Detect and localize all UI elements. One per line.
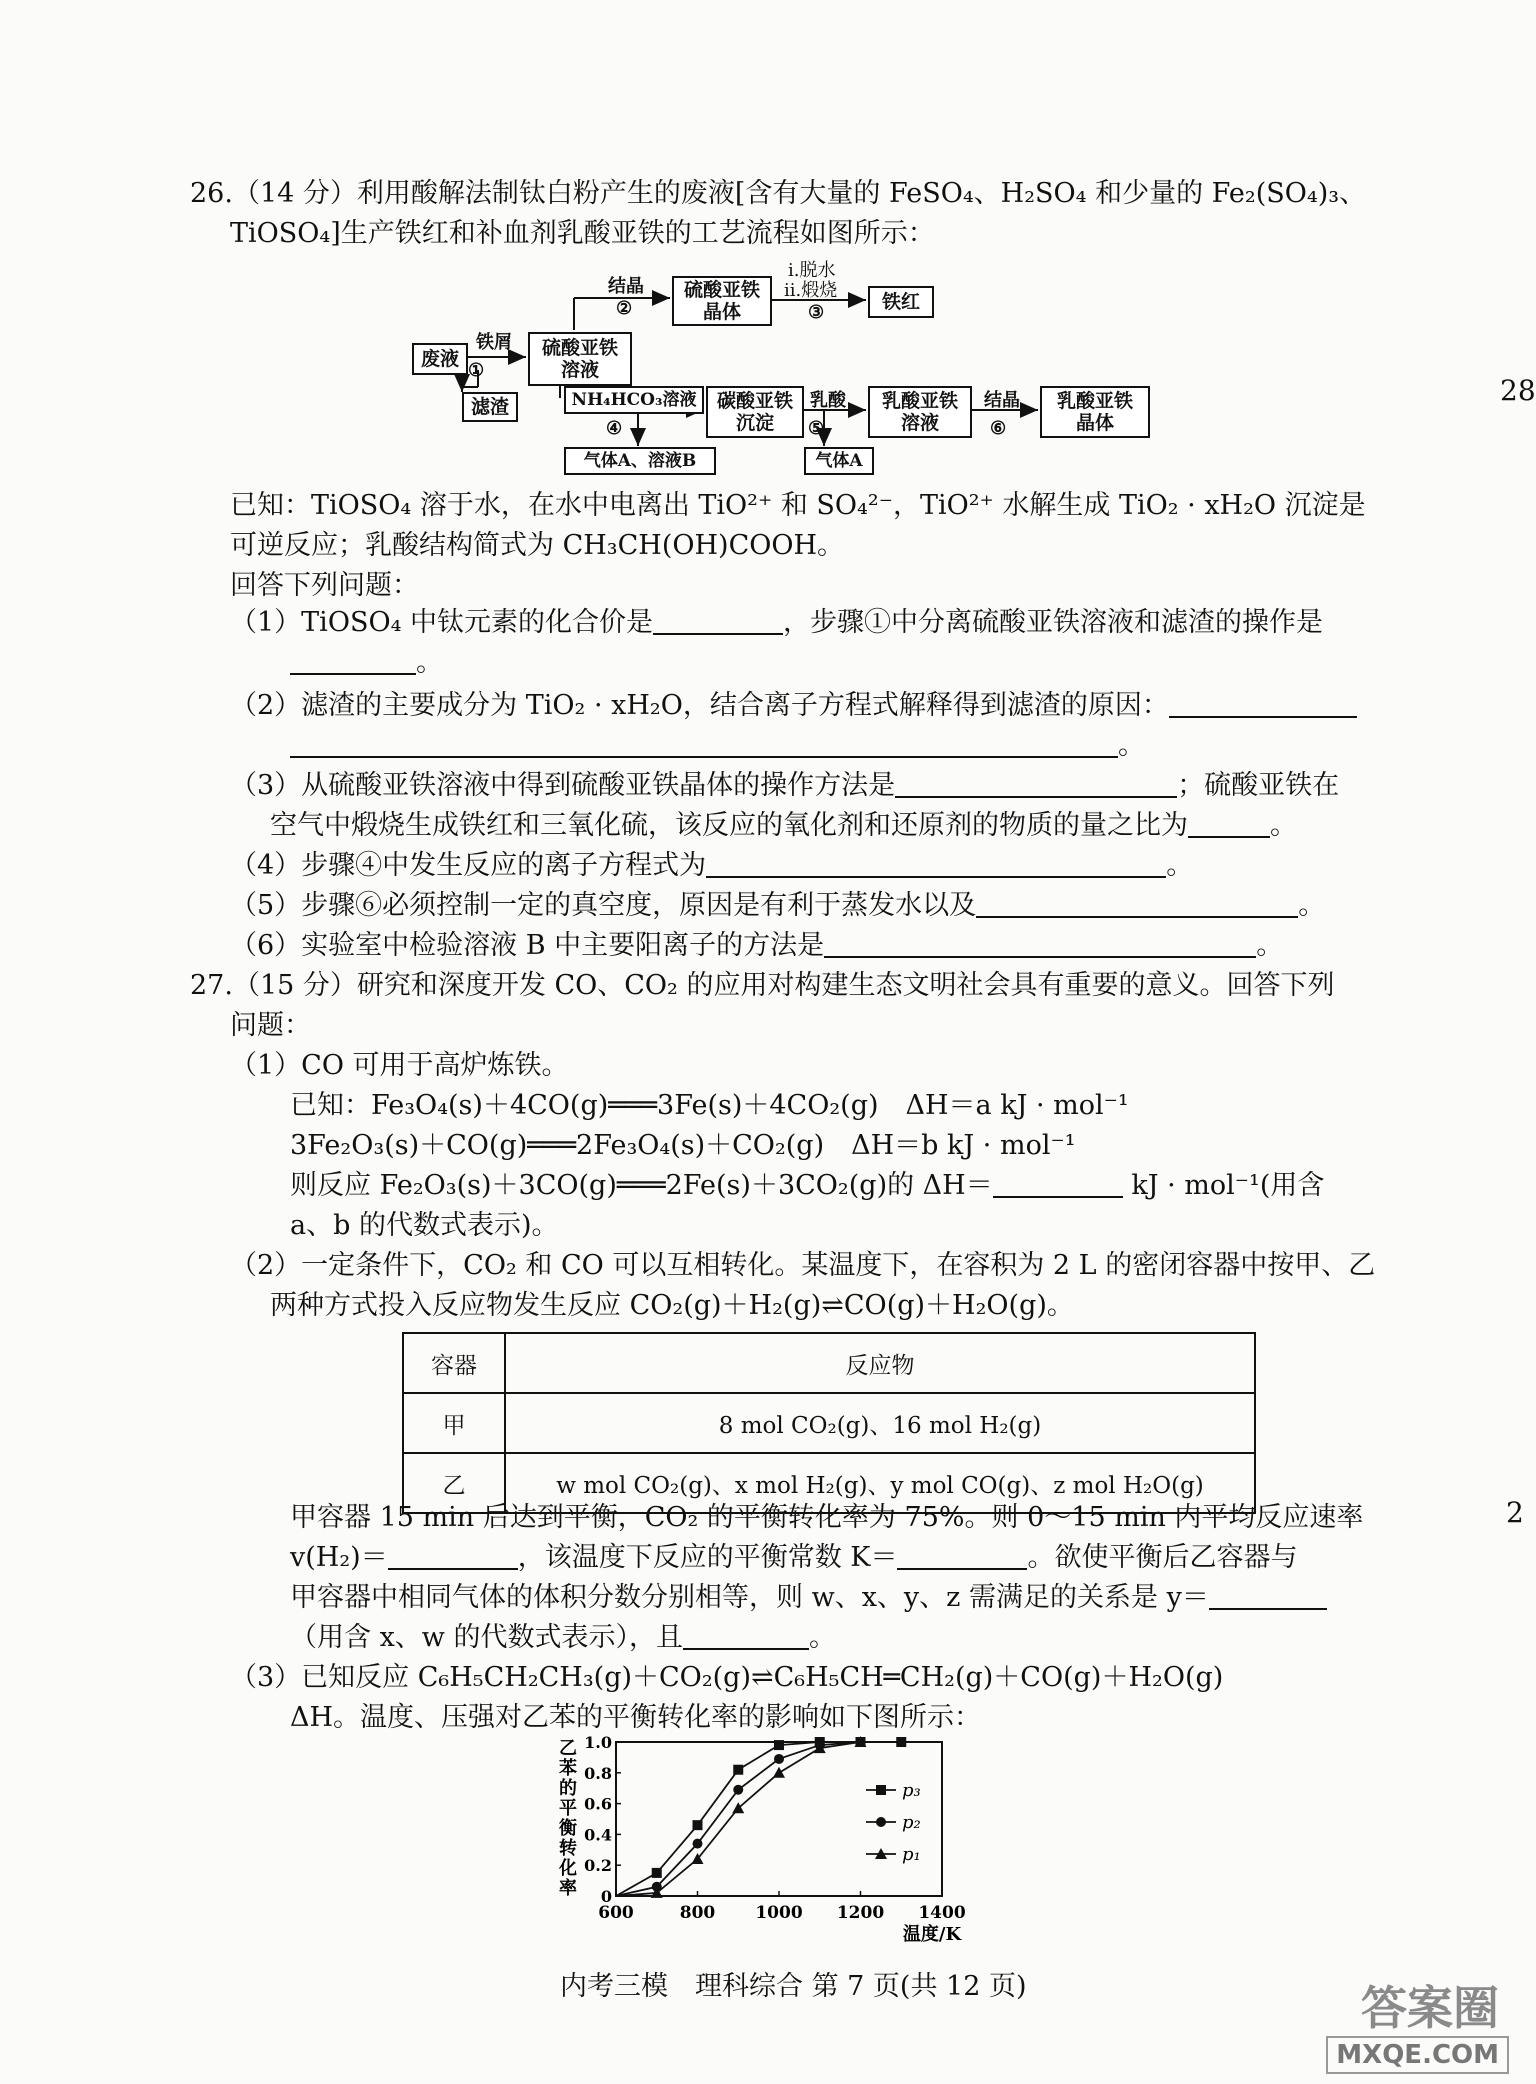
reactant-table — [402, 1332, 1256, 1514]
y-axis-label-char: 化 — [559, 1858, 577, 1879]
table-header-cell: 容器 — [403, 1333, 505, 1393]
lactic-acid-label: 乳酸 — [810, 390, 846, 411]
q26-part2-cont — [290, 728, 1145, 764]
legend-label: p₃ — [902, 1780, 921, 1801]
y-tick-label: 0.4 — [584, 1825, 612, 1845]
table-row — [403, 1393, 1255, 1453]
watermark-url: MXQE.COM — [1326, 2036, 1509, 2074]
gas-a-box: 气体A — [804, 447, 874, 475]
q27-text2-b: ，该温度下反应的平衡常数 K＝ — [517, 1542, 898, 1573]
answer-blank[interactable] — [290, 730, 1118, 758]
answer-blank[interactable] — [706, 850, 1166, 878]
ferrous-carbonate-box: 碳酸亚铁 沉淀 — [706, 386, 804, 438]
y-axis-label-char: 乙 — [559, 1738, 577, 1759]
y-tick-label: 1.0 — [584, 1733, 612, 1752]
q27-eq3-cont: a、b 的代数式表示)。 — [290, 1210, 559, 1241]
legend-label: p₂ — [902, 1812, 921, 1833]
q26-part1-text-a: （1）TiOSO₄ 中钛元素的化合价是 — [230, 607, 653, 638]
q27-text4-end: 。 — [809, 1622, 837, 1653]
dehydrate-label: i.脱水 — [788, 260, 836, 281]
q26-part3-cont — [270, 808, 1297, 844]
x-tick-label: 800 — [679, 1903, 716, 1923]
q26-line2: TiOSO₄]生产铁红和补血剂乳酸亚铁的工艺流程如图所示： — [230, 218, 935, 249]
calcine-label: ii.煅烧 — [784, 280, 838, 301]
residue-box: 滤渣 — [462, 392, 518, 422]
x-tick-label: 600 — [598, 1903, 634, 1923]
waste-liquid-box: 废液 — [412, 343, 468, 375]
legend-marker — [876, 1817, 886, 1827]
q27-eq1: 已知：Fe₃O₄(s)＋4CO(g)═══3Fe(s)＋4CO₂(g) ΔH＝a kJ · mol⁻¹ — [290, 1090, 1129, 1121]
q26-part3-text-c: 空气中煅烧生成铁红和三氧化硫，该反应的氧化剂和还原剂的物质的量之比为 — [270, 810, 1188, 841]
q26-part5-end: 。 — [1298, 890, 1326, 921]
x-tick-label: 1000 — [755, 1903, 803, 1923]
data-point — [774, 1754, 784, 1764]
q26-part2 — [230, 688, 1357, 724]
answer-blank[interactable] — [993, 1170, 1123, 1198]
q26-part1-cont — [290, 645, 443, 681]
y-axis-label-char: 苯 — [559, 1758, 577, 1779]
q26-known-line1: 已知：TiOSO₄ 溶于水，在水中电离出 TiO²⁺ 和 SO₄²⁻，TiO²⁺ 水解生成 TiO₂ · xH₂O 沉淀是 — [230, 490, 1366, 521]
q27-text4-a: （用含 x、w 的代数式表示），且 — [290, 1622, 684, 1653]
table-cell: 8 mol CO₂(g)、16 mol H₂(g) — [505, 1393, 1255, 1453]
q27-part1: （1）CO 可用于高炉炼铁。 — [230, 1050, 569, 1081]
iron-scrap-label: 铁屑 — [476, 332, 512, 353]
answer-blank[interactable] — [388, 1542, 518, 1570]
q26-part1 — [230, 605, 1323, 641]
q26-part6-text: （6）实验室中检验溶液 B 中主要阳离子的方法是 — [230, 930, 825, 961]
ferrous-lactate-solution-box: 乳酸亚铁 溶液 — [868, 386, 972, 438]
q26-part2-end: 。 — [1118, 730, 1145, 761]
q26-part3-text-a: （3）从硫酸亚铁溶液中得到硫酸亚铁晶体的操作方法是 — [230, 770, 896, 801]
q27-text4 — [290, 1620, 836, 1656]
table-header-row — [403, 1333, 1255, 1393]
data-point — [896, 1737, 906, 1747]
plot-frame — [616, 1742, 942, 1896]
legend-marker — [876, 1785, 886, 1795]
q27-line1: 27.（15 分）研究和深度开发 CO、CO₂ 的应用对构建生态文明社会具有重要的意义。回答下列 — [190, 970, 1335, 1001]
table-cell: 乙 — [403, 1453, 505, 1513]
q27-text1: 甲容器 15 min 后达到平衡，CO₂ 的平衡转化率为 75%。则 0～15 min 内平均反应速率 — [290, 1502, 1364, 1533]
q26-answer-prompt: 回答下列问题： — [230, 570, 419, 601]
q27-text2-a: v(H₂)＝ — [290, 1542, 388, 1573]
q26-part5-text: （5）步骤⑥必须控制一定的真空度，原因是有利于蒸发水以及 — [230, 890, 977, 921]
answer-blank[interactable] — [653, 607, 783, 635]
side-number-top: 28 — [1500, 374, 1536, 407]
q26-part3-end: 。 — [1270, 810, 1297, 841]
answer-blank[interactable] — [895, 770, 1177, 798]
answer-blank[interactable] — [290, 647, 416, 675]
data-point — [693, 1839, 703, 1849]
watermark-logo: 答案圈 — [1361, 1981, 1499, 2035]
answer-blank[interactable] — [824, 930, 1256, 958]
y-axis-label-char: 平 — [559, 1798, 577, 1819]
data-point — [733, 1765, 743, 1775]
answer-blank[interactable] — [1209, 1582, 1327, 1610]
data-point — [693, 1820, 703, 1830]
q26-part3-text-b: ；硫酸亚铁在 — [1177, 770, 1340, 801]
nh4hco3-solution-label: NH₄HCO₃溶液 — [564, 386, 704, 414]
y-tick-label: 0.2 — [584, 1856, 612, 1876]
q27-text2 — [290, 1540, 1297, 1576]
q26-part4-end: 。 — [1166, 850, 1194, 881]
q27-text3-a: 甲容器中相同气体的体积分数分别相等，则 w、x、y、z 需满足的关系是 y＝ — [290, 1582, 1209, 1613]
table-header-cell: 反应物 — [505, 1333, 1255, 1393]
data-point — [733, 1785, 743, 1795]
data-point — [773, 1767, 785, 1778]
data-point — [652, 1868, 662, 1878]
table-cell: 甲 — [403, 1393, 505, 1453]
x-tick-label: 1200 — [836, 1903, 885, 1923]
crystallize-label: 结晶 — [608, 276, 644, 297]
q26-known-line2: 可逆反应；乳酸结构简式为 CH₃CH(OH)COOH。 — [230, 530, 845, 561]
q27-part3-line1: （3）已知反应 C₆H₅CH₂CH₃(g)＋CO₂(g)⇌C₆H₅CH═CH₂(g)＋CO(g)＋H₂O(g) — [230, 1662, 1224, 1693]
step4-label: ④ — [606, 418, 623, 439]
data-point — [774, 1740, 784, 1750]
answer-blank[interactable] — [683, 1622, 809, 1650]
answer-blank[interactable] — [976, 890, 1298, 918]
q27-eq3 — [290, 1168, 1324, 1204]
gas-a-solution-b-box: 气体A、溶液B — [564, 447, 716, 475]
y-axis-label-char: 转 — [559, 1838, 577, 1859]
q27-part3-line2: ΔH。温度、压强对乙苯的平衡转化率的影响如下图所示： — [290, 1702, 982, 1733]
answer-blank[interactable] — [1169, 690, 1357, 718]
q26-line1: 26.（14 分）利用酸解法制钛白粉产生的废液[含有大量的 FeSO₄、H₂SO₄ 和少量的 Fe₂(SO₄)₃、 — [190, 178, 1367, 209]
q27-eq3-unit: kJ · mol⁻¹(用含 — [1131, 1170, 1325, 1201]
side-number-bottom: 2 — [1506, 1496, 1524, 1529]
step1-label: ① — [468, 360, 485, 381]
x-tick-label: 1400 — [918, 1903, 966, 1923]
q26-part4 — [230, 848, 1193, 884]
answer-blank[interactable] — [897, 1542, 1027, 1570]
step3-label: ③ — [808, 302, 825, 323]
q27-line2: 问题： — [230, 1010, 311, 1041]
crystallize2-label: 结晶 — [984, 390, 1020, 411]
q27-part2-line1: （2）一定条件下，CO₂ 和 CO 可以互相转化。某温度下，在容积为 2 L 的密闭容器中按甲、乙 — [230, 1250, 1376, 1281]
step2-label: ② — [616, 298, 633, 319]
q27-eq3-text: 则反应 Fe₂O₃(s)＋3CO(g)═══2Fe(s)＋3CO₂(g)的 ΔH＝ — [290, 1170, 993, 1201]
ferrous-sulfate-solution-box: 硫酸亚铁 溶液 — [528, 332, 632, 386]
legend-label: p₁ — [902, 1844, 921, 1865]
q27-text2-c: 。欲使平衡后乙容器与 — [1027, 1542, 1298, 1573]
ferrous-sulfate-crystal-box: 硫酸亚铁 晶体 — [672, 276, 772, 326]
conversion-rate-chart — [540, 1732, 1040, 1945]
iron-red-box: 铁红 — [868, 286, 934, 318]
y-tick-label: 0.6 — [584, 1794, 612, 1814]
ferrous-lactate-crystal-box: 乳酸亚铁 晶体 — [1040, 386, 1150, 438]
q26-part4-text: （4）步骤④中发生反应的离子方程式为 — [230, 850, 707, 881]
step6-label: ⑥ — [990, 418, 1007, 439]
q26-part5 — [230, 888, 1325, 924]
q27-part2-line2: 两种方式投入反应物发生反应 CO₂(g)＋H₂(g)⇌CO(g)＋H₂O(g)。 — [270, 1290, 1074, 1321]
q26-part1-text-b: ，步骤①中分离硫酸亚铁溶液和滤渣的操作是 — [783, 607, 1323, 638]
q27-text3 — [290, 1580, 1327, 1616]
q26-part3 — [230, 768, 1339, 804]
q26-part2-text: （2）滤渣的主要成分为 TiO₂ · xH₂O，结合离子方程式解释得到滤渣的原因： — [230, 690, 1169, 721]
x-axis-label: 温度/K — [902, 1924, 962, 1945]
y-tick-label: 0 — [600, 1887, 612, 1906]
table-cell: w mol CO₂(g)、x mol H₂(g)、y mol CO(g)、z mol H₂O(g) — [505, 1453, 1255, 1513]
page-footer: 内考三模 理科综合 第 7 页(共 12 页) — [560, 1971, 1027, 2002]
q26-part6 — [230, 928, 1283, 964]
answer-blank[interactable] — [1188, 810, 1270, 838]
y-axis-label-char: 衡 — [559, 1818, 577, 1839]
y-axis-label-char: 率 — [559, 1878, 577, 1899]
y-axis-label-char: 的 — [559, 1778, 577, 1799]
q26-part1-end: 。 — [416, 647, 443, 678]
q27-eq2: 3Fe₂O₃(s)＋CO(g)═══2Fe₃O₄(s)＋CO₂(g) ΔH＝b kJ · mol⁻¹ — [290, 1130, 1076, 1161]
y-tick-label: 0.8 — [584, 1763, 612, 1783]
q26-part6-end: 。 — [1256, 930, 1284, 961]
step5-label: ⑤ — [808, 418, 825, 439]
